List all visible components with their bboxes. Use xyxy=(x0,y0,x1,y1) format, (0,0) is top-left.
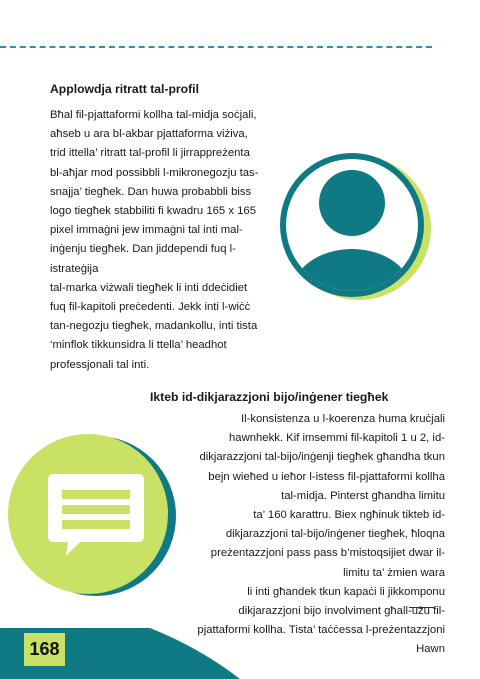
paragraph-line: inġenju tiegħek. Dan jiddependi fuq l- xyxy=(50,243,236,256)
paragraph-line: pjattaformi kollha. Tista’ taċċessa l-preżentazzjoni xyxy=(197,624,445,637)
profile-photo-heading: Applowdja ritratt tal-profil xyxy=(50,82,199,96)
paragraph-line: tal-marka viżwali tiegħek li inti ddeċidiet xyxy=(50,281,248,294)
paragraph-line: bl-aħjar mod possibbli l-mikronegozju tas- xyxy=(50,166,259,179)
paragraph-line: limitu ta’ żmien wara xyxy=(343,566,445,579)
profile-photo-section xyxy=(50,80,282,375)
paragraph-line: dikjarazzjoni tal-bijo/inġenji tiegħek għandha tkun xyxy=(199,451,445,464)
profile-photo-paragraph xyxy=(50,106,282,375)
speech-bubble-icon xyxy=(0,428,182,604)
paragraph-line: ‘minflok tikkunsidra li ttella’ headhot xyxy=(50,339,227,352)
bio-statement-paragraph xyxy=(150,410,445,660)
paragraph-line: hawnhekk. Kif imsemmi fil-kapitoli 1 u 2, id- xyxy=(229,432,445,445)
paragraph-line: snajja’ tiegħek. Dan huwa probabbli biss xyxy=(50,185,252,198)
paragraph-line: trid ittella’ ritratt tal-profil li jirrappreżenta xyxy=(50,147,250,160)
user-profile-icon xyxy=(277,153,435,303)
paragraph-line: aħseb u ara bl-akbar pjattaforma viżiva, xyxy=(50,128,248,141)
paragraph-line: Bħal fil-pjattaformi kollha tal-midja soċjali, xyxy=(50,109,257,121)
paragraph-line: fuq fil-kapitoli preċedenti. Jekk inti l-wiċċ xyxy=(50,301,251,314)
paragraph-line: pixel immaġni jew immaġni tal inti mal- xyxy=(50,224,243,237)
bio-statement-heading: Ikteb id-dikjarazzjoni bijo/inġener tiegħek xyxy=(150,390,389,404)
page-number: 168 xyxy=(24,633,65,666)
paragraph-line: istrateġija xyxy=(50,262,99,275)
link-underline xyxy=(409,607,435,608)
paragraph-line: logo tiegħek stabbiliti fi kwadru 165 x 165 xyxy=(50,205,256,218)
paragraph-line: li inti għandek tkun kapaċi li jikkomponu xyxy=(247,585,445,598)
paragraph-line: professjonali tal inti. xyxy=(50,358,150,371)
paragraph-line: tan-negozju tiegħek, madankollu, inti tista xyxy=(50,320,258,333)
paragraph-line: tal-midja. Pinterst għandha limitu xyxy=(281,489,445,502)
paragraph-line: ta’ 160 karattru. Biex ngħinuk tikteb id- xyxy=(253,509,445,522)
paragraph-line: Hawn xyxy=(416,643,445,656)
paragraph-line: dikjarazzjoni bijo involviment għall-użu fil- xyxy=(238,605,445,618)
paragraph-line: Il-konsistenza u l-koerenza huma kruċjali xyxy=(240,413,445,425)
paragraph-line: bejn wieħed u ieħor l-istess fil-pjattaformi kollha xyxy=(208,470,445,483)
bio-statement-section xyxy=(150,388,445,660)
paragraph-line: preżentazzjoni pass pass b’mistoqsijiet dwar il- xyxy=(210,547,445,560)
top-dashed-divider xyxy=(0,46,432,48)
paragraph-line: dikjarazzjoni tal-bijo/inġener tiegħek, ħloqna xyxy=(225,528,445,541)
